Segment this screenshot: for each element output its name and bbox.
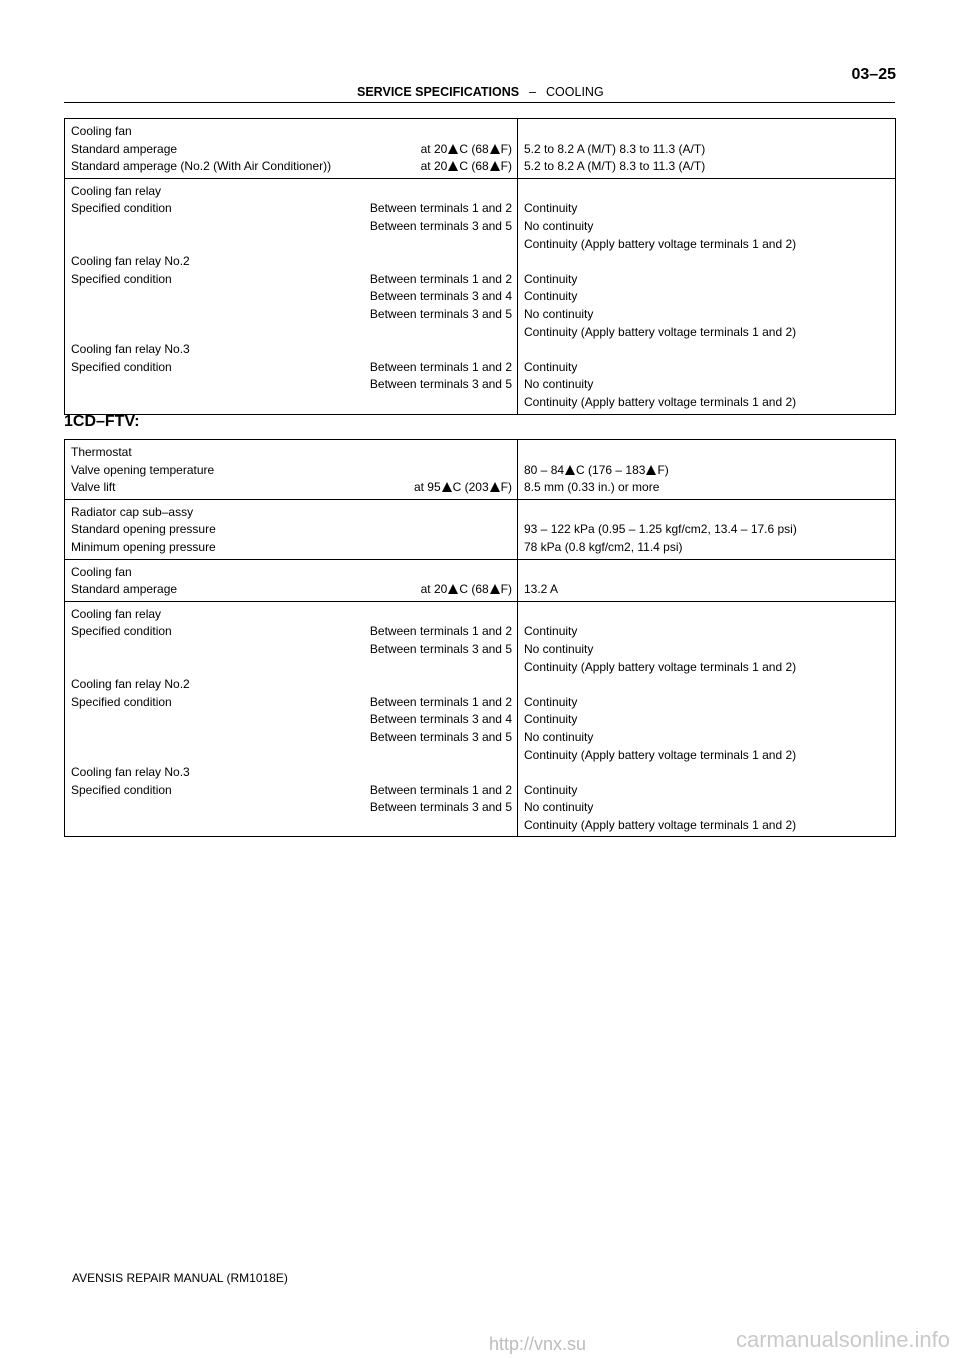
spec-value: Continuity (Apply battery voltage terminals 1 and 2): [524, 324, 797, 339]
watermark-link[interactable]: http://vnx.su: [489, 1334, 587, 1354]
spec-condition: Between terminals 1 and 2: [369, 782, 512, 797]
spec-value: 5.2 to 8.2 A (M/T) 8.3 to 11.3 (A/T): [524, 159, 706, 174]
degree-icon: [490, 161, 500, 171]
degree-icon: [490, 144, 500, 154]
spec-label: Standard amperage: [71, 582, 178, 597]
table-row-cooling-fan-relays: [65, 178, 896, 414]
degree-icon: [448, 144, 458, 154]
spec-label: Specified condition: [71, 359, 172, 374]
spec-label: Standard amperage: [71, 141, 178, 156]
spec-value: Continuity (Apply battery voltage terminals 1 and 2): [524, 659, 797, 674]
spec-condition: Between terminals 1 and 2: [369, 271, 512, 286]
spec-condition: [71, 394, 512, 412]
spec-value: Continuity: [524, 694, 578, 709]
spec-left-cell: [65, 440, 518, 500]
group-title: Cooling fan: [71, 124, 132, 138]
spec-line: [71, 271, 512, 289]
table-row-cooling-fan-relays: [65, 601, 896, 837]
spec-condition: Between terminals 3 and 5: [369, 218, 512, 233]
footer-manual-title: AVENSIS REPAIR MANUAL (RM1018E): [72, 1271, 288, 1285]
spec-label: Standard amperage (No.2 (With Air Conditioner)): [71, 159, 332, 174]
spec-value: Continuity (Apply battery voltage terminals 1 and 2): [524, 394, 797, 409]
spec-value: Continuity: [524, 289, 578, 304]
spec-label: Specified condition: [71, 201, 172, 216]
degree-icon: [490, 482, 500, 492]
spec-table-2: [64, 439, 896, 837]
spec-label: Minimum opening pressure: [71, 539, 216, 554]
spec-label: Valve opening temperature: [71, 462, 215, 477]
spec-right-cell: [518, 440, 896, 500]
spec-line: [71, 141, 512, 159]
group-title: Cooling fan relay: [71, 606, 162, 621]
spec-value: 13.2 A: [524, 582, 559, 597]
spec-label: Valve lift: [71, 480, 116, 495]
spec-label: Specified condition: [71, 782, 172, 797]
spec-condition: Between terminals 1 and 2: [369, 694, 512, 709]
spec-value: 80 – 84 C (176 – 183 F): [524, 462, 669, 477]
spec-value: Continuity: [524, 359, 578, 374]
spec-value: Continuity: [524, 712, 578, 727]
degree-icon: [565, 465, 575, 475]
spec-condition: [71, 659, 512, 677]
degree-icon: [448, 161, 458, 171]
spec-condition: Between terminals 1 and 2: [369, 359, 512, 374]
spec-condition: [71, 324, 512, 342]
spec-label: Standard opening pressure: [71, 522, 216, 537]
spec-label: Specified condition: [71, 624, 172, 639]
spec-right-cell: [518, 499, 896, 559]
header-title: [357, 85, 604, 99]
spec-line: [71, 479, 512, 497]
watermark-site: carmanualsonline.info: [736, 1327, 951, 1352]
group-title: Thermostat: [71, 445, 132, 459]
spec-line: [71, 359, 512, 377]
spec-right-cell: [518, 178, 896, 414]
table-row-radiator-cap: [65, 499, 896, 559]
header-separator: –: [529, 85, 537, 99]
spec-value: Continuity: [524, 271, 578, 286]
degree-icon: [442, 482, 452, 492]
group-title: Cooling fan relay No.2: [71, 254, 190, 269]
spec-value: 8.5 mm (0.33 in.) or more: [524, 480, 660, 495]
spec-left-cell: [65, 178, 518, 414]
spec-condition: Between terminals 3 and 5: [369, 641, 512, 656]
spec-condition: [71, 747, 512, 765]
spec-line: [71, 581, 512, 599]
group-title: Cooling fan relay No.3: [71, 342, 190, 357]
spec-value: Continuity: [524, 201, 578, 216]
spec-condition: Between terminals 3 and 5: [369, 306, 512, 321]
header-section: SERVICE SPECIFICATIONS: [357, 85, 520, 99]
spec-line: [71, 782, 512, 800]
spec-left-cell: [65, 119, 518, 179]
spec-line: [71, 694, 512, 712]
group-title: Cooling fan: [71, 564, 132, 579]
table-row-cooling-fan: [65, 559, 896, 601]
spec-value: 78 kPa (0.8 kgf/cm2, 11.4 psi): [524, 539, 683, 554]
spec-left-cell: [65, 499, 518, 559]
spec-label: Specified condition: [71, 694, 172, 709]
header-subsection: COOLING: [546, 85, 604, 99]
degree-icon: [448, 584, 458, 594]
spec-line: [71, 623, 512, 641]
spec-value: Continuity (Apply battery voltage terminals 1 and 2): [524, 817, 797, 832]
spec-value: No continuity: [524, 800, 594, 815]
spec-condition: Between terminals 1 and 2: [369, 624, 512, 639]
spec-value: No continuity: [524, 729, 594, 744]
spec-table-1: [64, 118, 896, 415]
spec-condition: at 20 C (68 F): [420, 159, 512, 174]
spec-right-cell: [518, 601, 896, 837]
table-row-cooling-fan: [65, 119, 896, 179]
group-title: Cooling fan relay No.2: [71, 677, 190, 692]
spec-condition: at 20 C (68 F): [420, 141, 512, 156]
page-header: [64, 84, 895, 103]
spec-condition: [71, 817, 512, 835]
spec-condition: Between terminals 3 and 4: [369, 289, 512, 304]
spec-condition: Between terminals 1 and 2: [369, 201, 512, 216]
spec-line: [71, 158, 512, 176]
page-number: 03–25: [851, 66, 896, 83]
spec-condition: Between terminals 3 and 5: [369, 729, 512, 744]
spec-value: Continuity (Apply battery voltage terminals 1 and 2): [524, 236, 797, 251]
spec-label: Specified condition: [71, 271, 172, 286]
spec-condition: Between terminals 3 and 4: [369, 712, 512, 727]
spec-value: 93 – 122 kPa (0.95 – 1.25 kgf/cm2, 13.4 – 17.6 psi): [524, 522, 797, 537]
section-heading: 1CD–FTV:: [64, 413, 140, 430]
spec-right-cell: [518, 559, 896, 601]
spec-condition: Between terminals 3 and 5: [369, 377, 512, 392]
degree-icon: [490, 584, 500, 594]
group-title: Radiator cap sub–assy: [71, 504, 194, 519]
spec-value: Continuity (Apply battery voltage terminals 1 and 2): [524, 747, 797, 762]
spec-condition: at 95 C (203 F): [413, 480, 512, 495]
spec-condition: Between terminals 3 and 5: [369, 800, 512, 815]
table-row-thermostat: [65, 440, 896, 500]
group-title: Cooling fan relay No.3: [71, 765, 190, 780]
spec-line: [71, 200, 512, 218]
spec-left-cell: [65, 601, 518, 837]
spec-condition: at 20 C (68 F): [420, 582, 512, 597]
spec-right-cell: [518, 119, 896, 179]
spec-value: 5.2 to 8.2 A (M/T) 8.3 to 11.3 (A/T): [524, 141, 706, 156]
spec-value: No continuity: [524, 641, 594, 656]
spec-value: No continuity: [524, 218, 594, 233]
spec-value: No continuity: [524, 377, 594, 392]
spec-value: No continuity: [524, 306, 594, 321]
group-title: Cooling fan relay: [71, 183, 162, 198]
degree-icon: [646, 465, 656, 475]
spec-value: Continuity: [524, 782, 578, 797]
spec-value: Continuity: [524, 624, 578, 639]
spec-condition: [71, 236, 512, 254]
spec-left-cell: [65, 559, 518, 601]
